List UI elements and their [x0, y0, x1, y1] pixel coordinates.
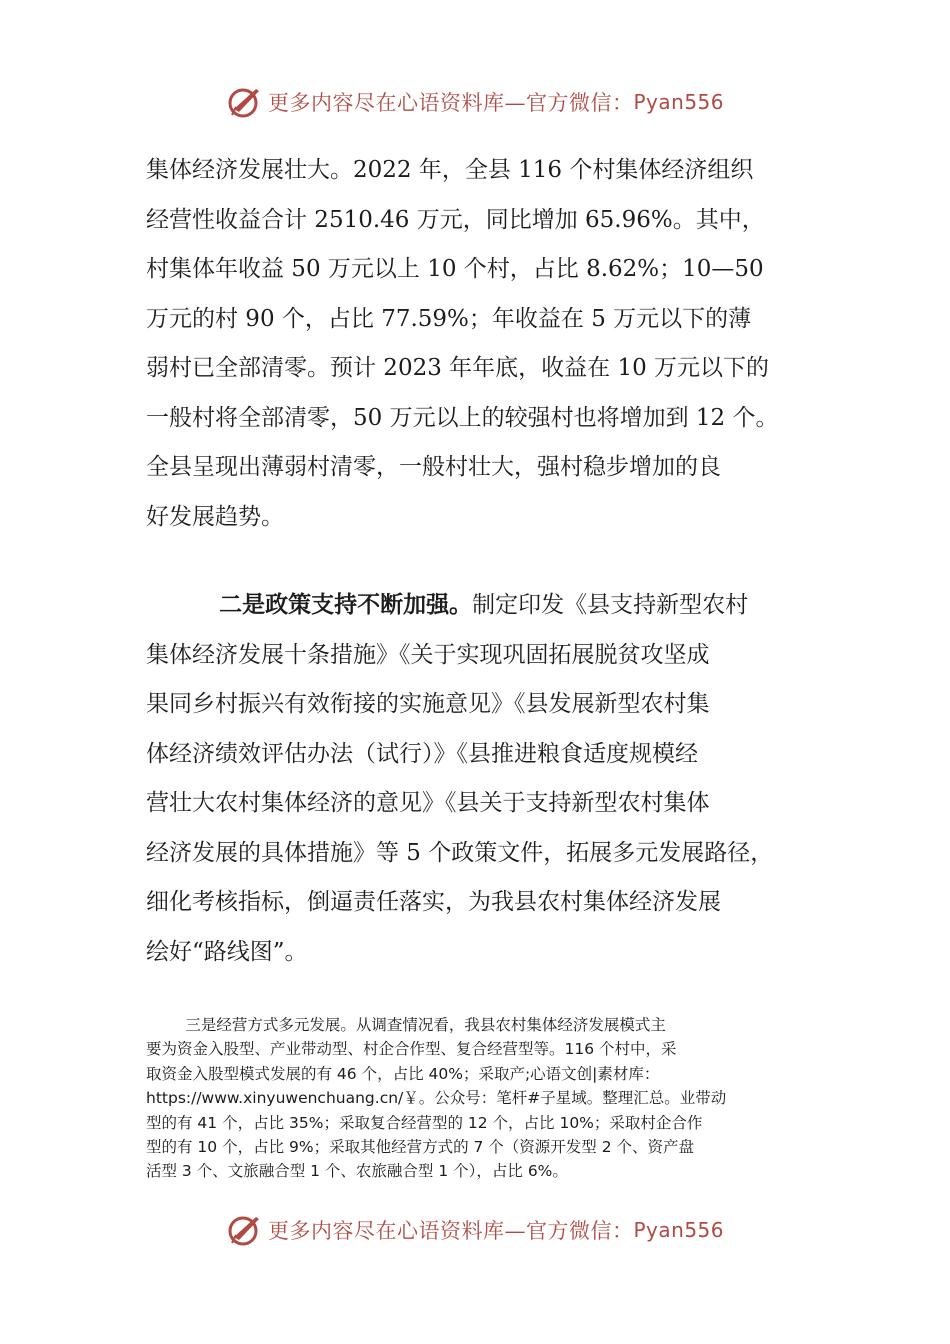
text-line: https://www.xinyuwenchuang.cn/￥。公众号：笔杆#子星域。整理汇总。业带动 [146, 1089, 727, 1108]
text-line: 全县呈现出薄弱村清零，一般村壮大，强村稳步增加的良 [146, 454, 721, 480]
text-line: 好发展趋势。 [146, 503, 284, 530]
text-line: 村集体年收益 50 万元以上 10 个村，占比 8.62%；10—50 [146, 256, 764, 282]
text-line: 型的有 10 个，占比 9%；采取其他经营方式的 7 个（资源开发型 2 个、资产盘 [146, 1138, 695, 1157]
text-line: 绘好“路线图”。 [146, 938, 308, 965]
paragraph-policy-support [146, 580, 846, 977]
footer-watermark [0, 1212, 950, 1248]
paragraph-business-modes [146, 1013, 826, 1184]
text-line: 细化考核指标，倒逼责任落实，为我县农村集体经济发展 [146, 889, 721, 915]
text-line: 弱村已全部清零。预计 2023 年年底，收益在 10 万元以下的 [146, 355, 770, 381]
watermark-text: 更多内容尽在心语资料库—官方微信： [267, 91, 634, 115]
text-line: 集体经济发展壮大。2022 年，全县 116 个村集体经济组织 [146, 157, 754, 183]
quill-logo-icon [226, 85, 264, 119]
text-line: 三是经营方式多元发展。从调查情况看，我县农村集体经济发展模式主 [146, 1016, 666, 1034]
header-watermark [0, 84, 950, 120]
quill-logo-icon [226, 1213, 264, 1247]
text-fragment: 制定印发《县支持新型农村 [472, 592, 749, 618]
watermark-wechat-id: Pyan556 [633, 90, 724, 114]
text-line: 营壮大农村集体经济的意见》《县关于支持新型农村集体 [146, 790, 710, 816]
paragraph-collective-economy [146, 146, 846, 542]
watermark-wechat-id: Pyan556 [633, 1218, 724, 1242]
text-line: 型的有 41 个，占比 35%；采取复合经营型的 12 个，占比 10%；采取村企合作 [146, 1113, 703, 1132]
text-line: 活型 3 个、文旅融合型 1 个、农旅融合型 1 个），占比 6%。 [146, 1162, 568, 1181]
text-line: 果同乡村振兴有效衔接的实施意见》《县发展新型农村集 [146, 691, 710, 717]
text-line: 经营性收益合计 2510.46 万元，同比增加 65.96%。其中， [146, 206, 765, 233]
watermark-text: 更多内容尽在心语资料库—官方微信： [267, 1219, 634, 1243]
paragraph-lead-heading: 二是政策支持不断加强。 [219, 591, 473, 618]
text-line: 集体经济发展十条措施》《关于实现巩固拓展脱贫攻坚成 [146, 641, 710, 668]
text-line: 取资金入股型模式发展的有 46 个，占比 40%；采取产;心语文创|素材库： [146, 1064, 660, 1083]
text-line: 经济发展的具体措施》等 5 个政策文件，拓展多元发展路径， [146, 839, 774, 866]
text-line [146, 580, 846, 631]
text-line: 要为资金入股型、产业带动型、村企合作型、复合经营型等。116 个村中，采 [146, 1040, 677, 1059]
text-line: 体经济绩效评估办法（试行）》《县推进粮食适度规模经 [146, 740, 698, 767]
text-line: 万元的村 90 个，占比 77.59%；年收益在 5 万元以下的薄 [146, 305, 752, 332]
text-line: 一般村将全部清零，50 万元以上的较强村也将增加到 12 个。 [146, 404, 779, 431]
